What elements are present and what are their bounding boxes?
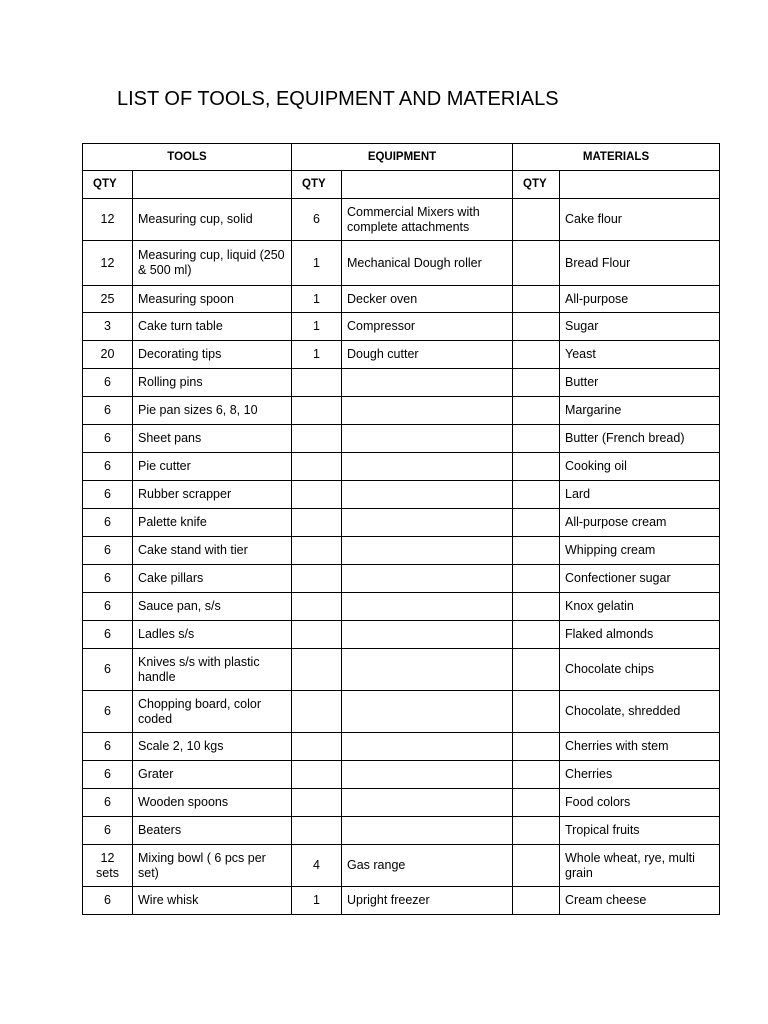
table-row bbox=[83, 565, 720, 593]
equipment-name-cell bbox=[342, 481, 513, 509]
material-qty-cell bbox=[513, 761, 560, 789]
tool-name-cell: Beaters bbox=[133, 817, 292, 845]
equipment-name-cell bbox=[342, 565, 513, 593]
tool-name-cell: Wooden spoons bbox=[133, 789, 292, 817]
tool-qty-cell: 6 bbox=[83, 509, 133, 537]
table-row bbox=[83, 369, 720, 397]
equipment-qty-cell bbox=[292, 733, 342, 761]
material-qty-cell bbox=[513, 649, 560, 691]
tool-name-cell: Mixing bowl ( 6 pcs per set) bbox=[133, 845, 292, 887]
table-row bbox=[83, 887, 720, 915]
material-qty-cell bbox=[513, 845, 560, 887]
equipment-qty-cell: 1 bbox=[292, 887, 342, 915]
equipment-qty-cell bbox=[292, 397, 342, 425]
tool-qty-cell: 6 bbox=[83, 887, 133, 915]
tool-qty-cell: 12 sets bbox=[83, 845, 133, 887]
table-row bbox=[83, 341, 720, 369]
material-name-cell: Margarine bbox=[560, 397, 720, 425]
table-row bbox=[83, 286, 720, 313]
material-name-cell: Confectioner sugar bbox=[560, 565, 720, 593]
equipment-qty-cell bbox=[292, 481, 342, 509]
table-row bbox=[83, 481, 720, 509]
material-name-cell: All-purpose bbox=[560, 286, 720, 313]
equipment-qty-header: QTY bbox=[292, 171, 342, 199]
material-name-cell: Cream cheese bbox=[560, 887, 720, 915]
equipment-name-cell bbox=[342, 425, 513, 453]
table-row bbox=[83, 621, 720, 649]
table-row bbox=[83, 761, 720, 789]
material-name-cell: Sugar bbox=[560, 313, 720, 341]
tool-name-cell: Sauce pan, s/s bbox=[133, 593, 292, 621]
equipment-name-cell: Upright freezer bbox=[342, 887, 513, 915]
material-name-cell: Tropical fruits bbox=[560, 817, 720, 845]
equipment-qty-cell bbox=[292, 425, 342, 453]
materials-header: MATERIALS bbox=[513, 144, 720, 171]
equipment-qty-cell bbox=[292, 789, 342, 817]
equipment-name-cell: Decker oven bbox=[342, 286, 513, 313]
tool-name-cell: Rubber scrapper bbox=[133, 481, 292, 509]
equipment-name-cell bbox=[342, 733, 513, 761]
equipment-name-cell bbox=[342, 761, 513, 789]
equipment-name-cell: Compressor bbox=[342, 313, 513, 341]
table-row bbox=[83, 241, 720, 286]
equipment-name-cell bbox=[342, 537, 513, 565]
tool-qty-cell: 6 bbox=[83, 481, 133, 509]
equipment-qty-cell bbox=[292, 761, 342, 789]
tool-name-cell: Scale 2, 10 kgs bbox=[133, 733, 292, 761]
equipment-name-cell bbox=[342, 621, 513, 649]
tool-name-cell: Pie pan sizes 6, 8, 10 bbox=[133, 397, 292, 425]
equipment-qty-cell: 1 bbox=[292, 241, 342, 286]
table-body bbox=[83, 199, 720, 915]
equipment-qty-cell bbox=[292, 691, 342, 733]
material-qty-cell bbox=[513, 481, 560, 509]
table-row bbox=[83, 199, 720, 241]
material-name-cell: Knox gelatin bbox=[560, 593, 720, 621]
tool-qty-cell: 6 bbox=[83, 565, 133, 593]
tool-name-cell: Ladles s/s bbox=[133, 621, 292, 649]
table-row bbox=[83, 313, 720, 341]
tool-qty-cell: 6 bbox=[83, 733, 133, 761]
tool-name-cell: Cake stand with tier bbox=[133, 537, 292, 565]
material-name-cell: Cherries with stem bbox=[560, 733, 720, 761]
material-qty-cell bbox=[513, 887, 560, 915]
tool-qty-cell: 6 bbox=[83, 789, 133, 817]
tool-name-cell: Rolling pins bbox=[133, 369, 292, 397]
tool-name-cell: Chopping board, color coded bbox=[133, 691, 292, 733]
tools-qty-header: QTY bbox=[83, 171, 133, 199]
tool-name-cell: Cake pillars bbox=[133, 565, 292, 593]
material-qty-cell bbox=[513, 369, 560, 397]
material-qty-cell bbox=[513, 691, 560, 733]
header-row bbox=[83, 144, 720, 171]
material-name-cell: Cooking oil bbox=[560, 453, 720, 481]
equipment-qty-cell bbox=[292, 453, 342, 481]
tool-qty-cell: 6 bbox=[83, 537, 133, 565]
tool-qty-cell: 12 bbox=[83, 241, 133, 286]
equipment-qty-cell: 4 bbox=[292, 845, 342, 887]
equipment-qty-cell bbox=[292, 649, 342, 691]
equipment-qty-cell bbox=[292, 817, 342, 845]
tool-qty-cell: 12 bbox=[83, 199, 133, 241]
tool-name-cell: Measuring spoon bbox=[133, 286, 292, 313]
equipment-name-cell bbox=[342, 789, 513, 817]
material-name-cell: Chocolate, shredded bbox=[560, 691, 720, 733]
material-name-cell: Flaked almonds bbox=[560, 621, 720, 649]
materials-name-subheader bbox=[560, 171, 720, 199]
material-name-cell: Food colors bbox=[560, 789, 720, 817]
tool-name-cell: Knives s/s with plastic handle bbox=[133, 649, 292, 691]
material-qty-cell bbox=[513, 733, 560, 761]
material-qty-cell bbox=[513, 789, 560, 817]
equipment-qty-cell: 1 bbox=[292, 313, 342, 341]
subheader-row bbox=[83, 171, 720, 199]
materials-qty-header: QTY bbox=[513, 171, 560, 199]
material-name-cell: Cake flour bbox=[560, 199, 720, 241]
tool-qty-cell: 6 bbox=[83, 691, 133, 733]
material-qty-cell bbox=[513, 241, 560, 286]
tools-equipment-materials-table bbox=[82, 143, 720, 915]
equipment-name-cell bbox=[342, 453, 513, 481]
tool-qty-cell: 6 bbox=[83, 593, 133, 621]
tool-qty-cell: 6 bbox=[83, 761, 133, 789]
document-title: LIST OF TOOLS, EQUIPMENT AND MATERIALS bbox=[117, 88, 559, 110]
table-row bbox=[83, 509, 720, 537]
table-row bbox=[83, 789, 720, 817]
table-row bbox=[83, 425, 720, 453]
equipment-header: EQUIPMENT bbox=[292, 144, 513, 171]
tool-qty-cell: 6 bbox=[83, 369, 133, 397]
equipment-name-subheader bbox=[342, 171, 513, 199]
material-qty-cell bbox=[513, 817, 560, 845]
material-name-cell: Chocolate chips bbox=[560, 649, 720, 691]
equipment-qty-cell bbox=[292, 593, 342, 621]
equipment-qty-cell bbox=[292, 369, 342, 397]
equipment-name-cell: Mechanical Dough roller bbox=[342, 241, 513, 286]
material-qty-cell bbox=[513, 341, 560, 369]
material-qty-cell bbox=[513, 537, 560, 565]
tool-name-cell: Decorating tips bbox=[133, 341, 292, 369]
tool-name-cell: Measuring cup, solid bbox=[133, 199, 292, 241]
tool-name-cell: Cake turn table bbox=[133, 313, 292, 341]
tool-qty-cell: 3 bbox=[83, 313, 133, 341]
equipment-qty-cell: 1 bbox=[292, 286, 342, 313]
equipment-name-cell: Commercial Mixers with complete attachments bbox=[342, 199, 513, 241]
table-row bbox=[83, 453, 720, 481]
tools-name-subheader bbox=[133, 171, 292, 199]
equipment-name-cell bbox=[342, 509, 513, 537]
table-row bbox=[83, 845, 720, 887]
tool-qty-cell: 20 bbox=[83, 341, 133, 369]
table-row bbox=[83, 537, 720, 565]
material-name-cell: Whole wheat, rye, multi grain bbox=[560, 845, 720, 887]
equipment-name-cell bbox=[342, 369, 513, 397]
table-row bbox=[83, 733, 720, 761]
equipment-qty-cell: 6 bbox=[292, 199, 342, 241]
tool-name-cell: Sheet pans bbox=[133, 425, 292, 453]
equipment-name-cell bbox=[342, 691, 513, 733]
material-qty-cell bbox=[513, 509, 560, 537]
tool-qty-cell: 6 bbox=[83, 453, 133, 481]
material-qty-cell bbox=[513, 313, 560, 341]
equipment-qty-cell bbox=[292, 565, 342, 593]
tool-qty-cell: 6 bbox=[83, 425, 133, 453]
tool-name-cell: Grater bbox=[133, 761, 292, 789]
equipment-name-cell bbox=[342, 817, 513, 845]
equipment-qty-cell bbox=[292, 621, 342, 649]
material-name-cell: Cherries bbox=[560, 761, 720, 789]
equipment-name-cell bbox=[342, 593, 513, 621]
tool-qty-cell: 6 bbox=[83, 649, 133, 691]
table-row bbox=[83, 691, 720, 733]
tool-name-cell: Palette knife bbox=[133, 509, 292, 537]
equipment-name-cell bbox=[342, 397, 513, 425]
material-name-cell: Butter (French bread) bbox=[560, 425, 720, 453]
equipment-name-cell: Gas range bbox=[342, 845, 513, 887]
material-qty-cell bbox=[513, 593, 560, 621]
material-name-cell: Lard bbox=[560, 481, 720, 509]
equipment-name-cell bbox=[342, 649, 513, 691]
tool-qty-cell: 6 bbox=[83, 397, 133, 425]
material-name-cell: All-purpose cream bbox=[560, 509, 720, 537]
table-row bbox=[83, 649, 720, 691]
tool-name-cell: Pie cutter bbox=[133, 453, 292, 481]
table-row bbox=[83, 817, 720, 845]
tool-qty-cell: 6 bbox=[83, 817, 133, 845]
material-qty-cell bbox=[513, 565, 560, 593]
table-row bbox=[83, 397, 720, 425]
material-name-cell: Butter bbox=[560, 369, 720, 397]
material-qty-cell bbox=[513, 621, 560, 649]
tool-name-cell: Measuring cup, liquid (250 & 500 ml) bbox=[133, 241, 292, 286]
material-qty-cell bbox=[513, 397, 560, 425]
equipment-qty-cell bbox=[292, 537, 342, 565]
equipment-qty-cell bbox=[292, 509, 342, 537]
material-qty-cell bbox=[513, 286, 560, 313]
material-name-cell: Bread Flour bbox=[560, 241, 720, 286]
material-name-cell: Yeast bbox=[560, 341, 720, 369]
tool-qty-cell: 25 bbox=[83, 286, 133, 313]
equipment-qty-cell: 1 bbox=[292, 341, 342, 369]
tool-name-cell: Wire whisk bbox=[133, 887, 292, 915]
table-row bbox=[83, 593, 720, 621]
material-qty-cell bbox=[513, 199, 560, 241]
material-name-cell: Whipping cream bbox=[560, 537, 720, 565]
equipment-name-cell: Dough cutter bbox=[342, 341, 513, 369]
material-qty-cell bbox=[513, 425, 560, 453]
tool-qty-cell: 6 bbox=[83, 621, 133, 649]
tools-header: TOOLS bbox=[83, 144, 292, 171]
material-qty-cell bbox=[513, 453, 560, 481]
